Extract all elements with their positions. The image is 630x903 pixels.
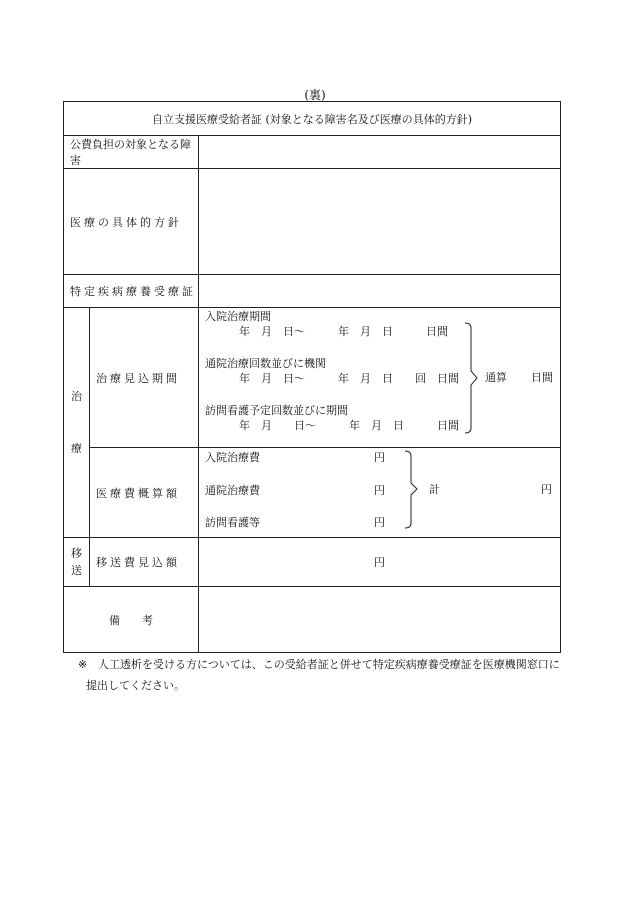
- period-brace-icon: [463, 322, 483, 434]
- treatment-char-2: 療: [71, 441, 82, 455]
- cost-estimate-label: 医療費概算額: [90, 448, 199, 538]
- transport-group-label: [64, 538, 90, 587]
- visiting-cost-label: 訪問看護等: [205, 516, 260, 529]
- period-total-label: 通算: [485, 371, 507, 384]
- cost-brace-icon: [403, 450, 423, 530]
- inpatient-period-line: 年 月 日～ 年 月 日 日間: [239, 325, 448, 338]
- disability-value-cell: [199, 136, 561, 169]
- note-line-1: 人工透析を受ける方については、この受給者証と併せて特定疾病療養受療証を医療機関窓口に: [98, 658, 560, 671]
- treatment-char-1: 治: [71, 389, 82, 403]
- page-back-label: (裏): [304, 88, 326, 102]
- outpatient-period-title: 通院治療回数並びに機関: [205, 357, 326, 370]
- treatment-period-label: 治療見込期間: [90, 308, 199, 448]
- specified-disease-label: 特定疾病療養受療証: [64, 275, 199, 308]
- note-mark: ※: [78, 658, 88, 671]
- cost-estimate-cell: [199, 448, 561, 538]
- specified-disease-value-cell: [199, 275, 561, 308]
- transport-cost-cell: [199, 538, 561, 587]
- outpatient-period-line: 年 月 日～ 年 月 日 回 日間: [239, 372, 459, 385]
- remarks-label: [64, 587, 199, 653]
- transport-char-1: 移: [71, 547, 82, 560]
- treatment-group-label: [64, 308, 90, 538]
- transport-cost-yen: 円: [374, 556, 386, 569]
- transport-cost-label: 移送費見込額: [90, 538, 199, 587]
- treatment-period-cell: [199, 308, 561, 448]
- period-total-unit: 日間: [531, 371, 553, 384]
- cost-total-yen: 円: [541, 483, 552, 496]
- transport-char-2: 送: [71, 564, 82, 577]
- visiting-cost-yen: 円: [374, 516, 385, 529]
- remarks-value-cell: [199, 587, 561, 653]
- remarks-text: 備 考: [109, 613, 153, 627]
- visiting-period-line: 年 月 日～ 年 月 日 日間: [239, 419, 459, 432]
- policy-label: 医療の具体的方針: [64, 169, 199, 275]
- policy-value-cell: [199, 169, 561, 275]
- visiting-period-title: 訪問看護予定回数並びに期間: [205, 404, 348, 417]
- certificate-form: [63, 101, 561, 653]
- inpatient-cost-label: 入院治療費: [205, 451, 260, 464]
- outpatient-cost-label: 通院治療費: [205, 484, 260, 497]
- note-line-2: 提出してください。: [86, 679, 185, 692]
- form-header: 自立支援医療受給者証 (対象となる障害名及び医療の具体的方針): [64, 102, 561, 136]
- inpatient-period-title: 入院治療期間: [205, 310, 271, 323]
- inpatient-cost-yen: 円: [374, 451, 385, 464]
- outpatient-cost-yen: 円: [374, 484, 385, 497]
- disability-label: 公費負担の対象となる障害: [64, 136, 199, 169]
- cost-total-label: 計: [429, 483, 440, 496]
